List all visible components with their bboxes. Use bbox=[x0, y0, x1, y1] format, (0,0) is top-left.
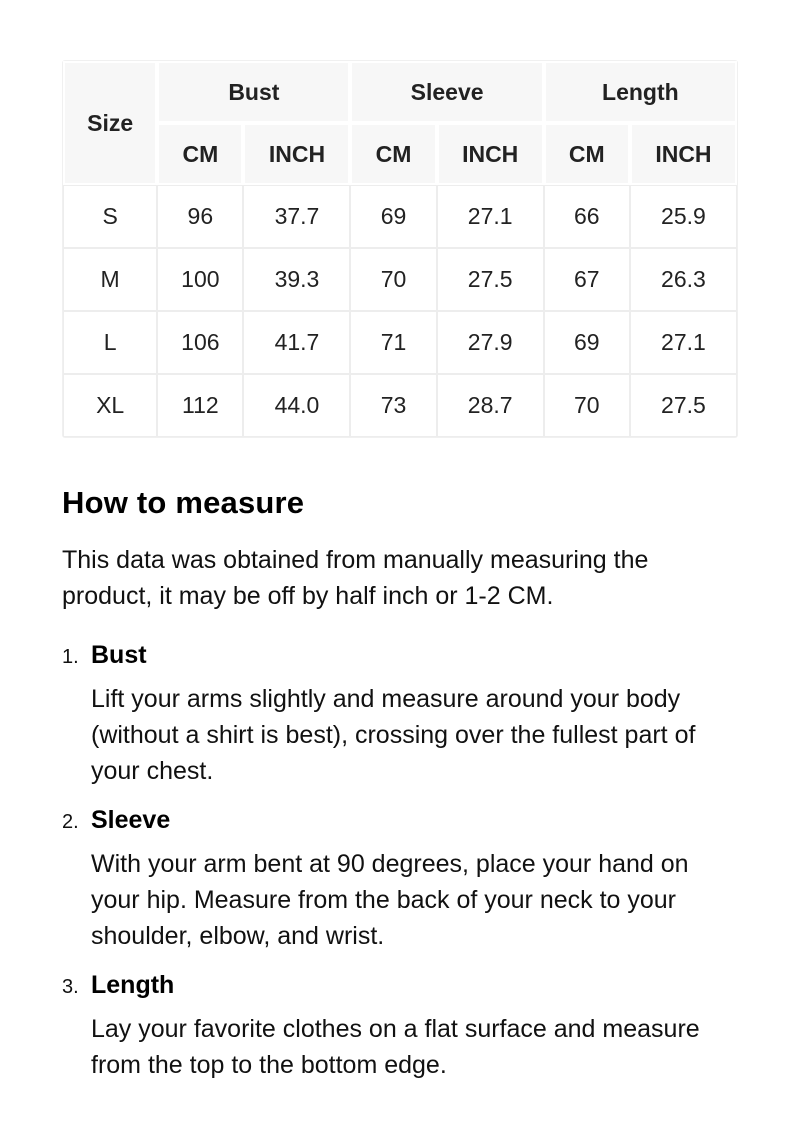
measurement-cell: 27.5 bbox=[437, 248, 544, 311]
measurement-cell: 70 bbox=[544, 374, 630, 437]
unit-header-length-cm: CM bbox=[544, 123, 630, 185]
table-row bbox=[63, 374, 737, 437]
measurement-cell: 69 bbox=[350, 185, 436, 248]
measurement-cell: 106 bbox=[157, 311, 243, 374]
size-chart-table bbox=[62, 60, 738, 438]
list-item bbox=[62, 806, 738, 954]
measurement-cell: 25.9 bbox=[630, 185, 737, 248]
step-label-length: Length bbox=[91, 971, 175, 999]
step-label-bust: Bust bbox=[91, 641, 147, 669]
step-description: Lay your favorite clothes on a flat surface and measure from the top to the bottom edge. bbox=[91, 1015, 700, 1079]
table-unit-header-row bbox=[63, 123, 737, 185]
list-item bbox=[62, 641, 738, 789]
unit-header-length-inch: INCH bbox=[630, 123, 737, 185]
unit-header-bust-cm: CM bbox=[157, 123, 243, 185]
step-number: 3. bbox=[62, 976, 79, 998]
step-description: With your arm bent at 90 degrees, place your hand on your hip. Measure from the back of your neck to your shoulder, elbow, and wrist. bbox=[91, 850, 689, 950]
measurement-cell: 26.3 bbox=[630, 248, 737, 311]
list-item bbox=[62, 971, 738, 1083]
measurement-cell: 73 bbox=[350, 374, 436, 437]
group-header-bust: Bust bbox=[157, 61, 350, 123]
measurement-cell: 27.9 bbox=[437, 311, 544, 374]
unit-header-sleeve-cm: CM bbox=[350, 123, 436, 185]
measurement-cell: 27.5 bbox=[630, 374, 737, 437]
measure-steps-list bbox=[62, 641, 738, 1083]
measurement-cell: 100 bbox=[157, 248, 243, 311]
measurement-cell: 41.7 bbox=[243, 311, 350, 374]
step-description: Lift your arms slightly and measure around your body (without a shirt is best), crossing over the fullest part of your chest. bbox=[91, 685, 696, 785]
how-to-measure-heading: How to measure bbox=[62, 485, 305, 520]
table-row bbox=[63, 185, 737, 248]
measurement-cell: 67 bbox=[544, 248, 630, 311]
step-number: 1. bbox=[62, 646, 79, 668]
table-group-header-row bbox=[63, 61, 737, 123]
measurement-cell: 39.3 bbox=[243, 248, 350, 311]
measurement-cell: 70 bbox=[350, 248, 436, 311]
step-number: 2. bbox=[62, 811, 79, 833]
measurement-cell: 37.7 bbox=[243, 185, 350, 248]
measurement-cell: 96 bbox=[157, 185, 243, 248]
measurement-cell: 27.1 bbox=[437, 185, 544, 248]
size-cell: XL bbox=[63, 374, 157, 437]
measurement-cell: 27.1 bbox=[630, 311, 737, 374]
table-row bbox=[63, 248, 737, 311]
measurement-cell: 112 bbox=[157, 374, 243, 437]
size-cell: S bbox=[63, 185, 157, 248]
measurement-cell: 28.7 bbox=[437, 374, 544, 437]
how-to-measure-intro: This data was obtained from manually measuring the product, it may be off by half inch or 1-2 CM. bbox=[62, 546, 649, 610]
size-cell: L bbox=[63, 311, 157, 374]
group-header-sleeve: Sleeve bbox=[350, 61, 543, 123]
step-label-sleeve: Sleeve bbox=[91, 806, 171, 834]
size-column-header: Size bbox=[63, 61, 157, 185]
measurement-cell: 44.0 bbox=[243, 374, 350, 437]
measurement-cell: 71 bbox=[350, 311, 436, 374]
table-row bbox=[63, 311, 737, 374]
measurement-cell: 66 bbox=[544, 185, 630, 248]
size-cell: M bbox=[63, 248, 157, 311]
unit-header-sleeve-inch: INCH bbox=[437, 123, 544, 185]
unit-header-bust-inch: INCH bbox=[243, 123, 350, 185]
group-header-length: Length bbox=[544, 61, 737, 123]
measurement-cell: 69 bbox=[544, 311, 630, 374]
